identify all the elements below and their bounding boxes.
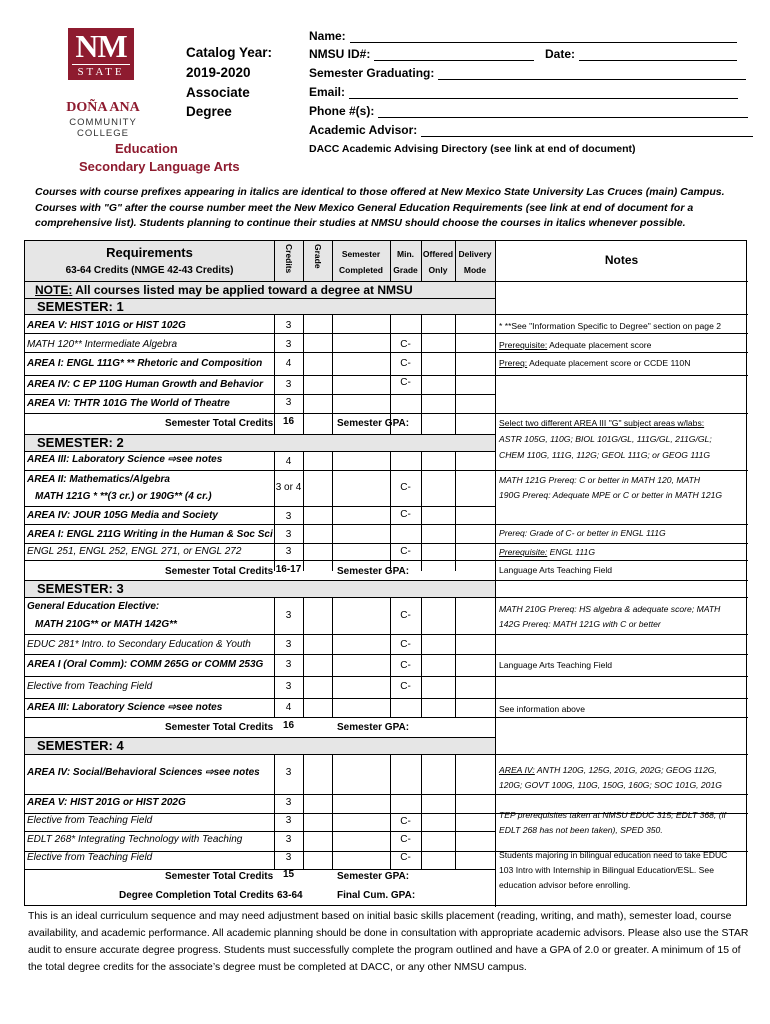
note: MATH 121G Prereq: C or better in MATH 120, MATH [499,475,701,485]
note: Select two different AREA III "G" subject areas w/labs: [499,418,705,428]
semester-graduating-field[interactable]: Semester Graduating: [309,66,746,80]
min-grade-cell: C- [400,852,411,863]
course-row: Elective from Teaching Field [27,681,153,692]
note: 142G Prereq: MATH 121G with C or better [499,619,661,629]
course-row: AREA VI: THTR 101G The World of Theatre [27,398,230,409]
note-banner: NOTE: All courses listed may be applied toward a degree at NMSU [35,283,413,297]
min-grade-cell: C- [400,509,411,520]
note: EDLT 268 has not been taken), SPED 350. [499,825,663,835]
semester-gpa-label: Semester GPA: [337,418,410,429]
note: Prerequisite: Adequate placement score [499,340,652,350]
credits-cell: 3 [285,610,292,621]
note: Students majoring in bilingual education need to take EDUC [499,850,728,860]
advising-directory-note: DACC Academic Advising Directory (see link at end of document) [309,143,636,155]
program-name: Education [115,141,178,156]
min-column-header: Min. [397,249,414,259]
course-row: AREA I (Oral Comm): COMM 265G or COMM 253G [27,659,264,670]
credits-cell: 3 [285,797,292,808]
nmsu-id-field[interactable]: NMSU ID#: [309,47,534,61]
offered-column-header: Offered [422,249,454,259]
name-field[interactable]: Name: [309,29,737,43]
min-grade-cell: C- [400,358,411,369]
only-column-header: Only [428,265,448,275]
course-row: EDLT 268* Integrating Technology with Teaching [27,834,243,845]
note: 103 Intro with Internship in Bilingual Education/ESL. See [499,865,714,875]
catalog-year: 2019-2020 [186,65,251,80]
min-grade-header: Grade [393,265,418,275]
course-row: AREA IV: Social/Behavioral Sciences ⇨see notes [27,767,260,778]
course-row: AREA V: HIST 101G or HIST 102G [27,320,186,331]
credits-cell: 3 [285,320,292,331]
degree-type: Associate [186,85,250,100]
date-field[interactable]: Date: [545,47,737,61]
note: See information above [499,704,585,714]
degree-total-label: Degree Completion Total Credits [119,890,274,901]
credits-cell: 3 [285,767,292,778]
course-row: Elective from Teaching Field [27,852,153,863]
credits-cell: 4 [285,358,292,369]
logo-nm: NM [75,28,127,64]
semester-column-header: Semester [341,249,381,259]
course-row: General Education Elective: [27,601,160,612]
semester-total-label: Semester Total Credits [165,566,274,577]
credits-cell: 4 [285,702,292,713]
program-emphasis: Secondary Language Arts [79,159,240,174]
requirements-heading: Requirements [106,245,193,260]
course-row: ENGL 251, ENGL 252, ENGL 271, or ENGL 272 [27,546,242,557]
mode-column-header: Mode [463,265,487,275]
note: Language Arts Teaching Field [499,565,613,575]
credits-cell: 3 [285,546,292,557]
degree-total-value: 63-64 [277,890,303,901]
min-grade-cell: C- [400,546,411,557]
email-field[interactable]: Email: [309,85,738,99]
min-grade-cell: C- [400,639,411,650]
logo-divider [72,64,130,65]
note: TEP prerequisites taken at NMSU EDUC 315; EDLT 368, (if [499,810,726,820]
logo-college: COLLEGE [77,128,129,139]
note: MATH 210G Prereq: HS algebra & adequate score; MATH [499,604,721,614]
semester-1-heading: SEMESTER: 1 [37,299,124,314]
min-grade-cell: C- [400,610,411,621]
final-gpa-label: Final Cum. GPA: [337,890,416,901]
nmsu-logo [68,28,134,80]
min-grade-cell: C- [400,816,411,827]
course-row: AREA IV: C EP 110G Human Growth and Behavior [27,379,263,390]
credits-cell: 3 [285,529,292,540]
semester-total-label: Semester Total Credits [165,722,274,733]
note: ASTR 105G, 110G; BIOL 101G/GL, 111G/GL, 211G/GL; [499,434,712,444]
note: Language Arts Teaching Field [499,660,613,670]
min-grade-cell: C- [400,834,411,845]
min-grade-cell: C- [400,660,411,671]
semester-gpa-label: Semester GPA: [337,871,410,882]
course-row: AREA III: Laboratory Science ⇨see notes [27,454,223,465]
course-row: MATH 121G * **(3 cr.) or 190G** (4 cr.) [35,491,212,502]
credits-column-header: Credits [284,244,294,274]
logo-dona-ana: DOÑA ANA [66,100,140,115]
credits-cell: 3 [285,659,292,670]
credits-cell: 3 [285,815,292,826]
semester-gpa-label: Semester GPA: [337,566,410,577]
course-row: AREA V: HIST 201G or HIST 202G [27,797,186,808]
delivery-column-header: Delivery [458,249,492,259]
note: 120G; GOVT 100G, 110G, 150G, 160G; SOC 101G, 201G [499,780,722,790]
semester-total-value: 15 [282,869,295,880]
credits-cell: 3 [285,511,292,522]
note: * **See "Information Specific to Degree" section on page 2 [499,321,722,331]
semester-gpa-label: Semester GPA: [337,722,410,733]
semester-total-value: 16 [282,720,295,731]
course-row: AREA I: ENGL 111G* ** Rhetoric and Composition [27,358,263,369]
course-row: Elective from Teaching Field [27,815,153,826]
credits-cell: 4 [285,456,292,467]
course-row: AREA III: Laboratory Science ⇨see notes [27,702,223,713]
completed-column-header: Completed [339,265,383,275]
note: AREA IV: ANTH 120G, 125G, 201G, 202G; GEOG 112G, [499,765,717,775]
credits-cell: 3 [285,397,292,408]
degree-label: Degree [186,104,232,119]
course-row: AREA IV: JOUR 105G Media and Society [27,510,218,521]
credits-cell: 3 [285,834,292,845]
note: 190G Prereq: Adequate MPE or C or better in MATH 121G [499,490,723,500]
logo-community: COMMUNITY [69,117,137,128]
note: Prerequisite: ENGL 111G [499,547,596,557]
note: education advisor before enrolling. [499,880,631,890]
credits-cell: 3 [285,681,292,692]
semester-total-label: Semester Total Credits [165,418,274,429]
catalog-year-label: Catalog Year: [186,45,273,60]
min-grade-cell: C- [400,339,411,350]
credits-cell: 3 [285,639,292,650]
course-row: MATH 120** Intermediate Algebra [27,339,178,350]
credits-cell: 3 [285,379,292,390]
note: CHEM 110G, 111G, 112G; GEOL 111G; or GEOG 111G [499,450,711,460]
notes-column-header: Notes [604,253,639,267]
semester-total-label: Semester Total Credits [165,871,274,882]
credits-cell: 3 [285,852,292,863]
semester-4-heading: SEMESTER: 4 [37,738,124,753]
course-row: AREA II: Mathematics/Algebra [27,474,170,485]
logo-state: STATE [77,66,125,78]
note: Prereq: Grade of C- or better in ENGL 111G [499,528,666,538]
footer-paragraph: This is an ideal curriculum sequence and may need adjustment based on initial basic skills placement (reading, writing, and math), semester load, course availability, and academic performance. All academic planning should be done in consultation with appropriate academic advisors. Please also use the STAR audit to ensure accurate degree progress. Students must successfully complete the program outlined and have a GPA of 2.0 or greater. A minimum of 15 of the total degree credits for the associate’s degree must be completed at DACC, or any other NMSU campus. [28,911,749,973]
semester-3-heading: SEMESTER: 3 [37,581,124,596]
curriculum-table [24,240,747,906]
credits-cell: 3 [285,339,292,350]
grade-column-header: Grade [313,244,323,269]
semester-total-value: 16 [282,416,295,427]
course-row: MATH 210G** or MATH 142G** [35,619,177,630]
min-grade-cell: C- [400,377,411,388]
min-grade-cell: C- [400,482,411,493]
semester-2-heading: SEMESTER: 2 [37,435,124,450]
academic-advisor-field[interactable]: Academic Advisor: [309,123,753,137]
note: Prereq: Adequate placement score or CCDE 110N [499,358,691,368]
course-row: EDUC 281* Intro. to Secondary Education & Youth [27,639,251,650]
intro-paragraph: Courses with course prefixes appearing in italics are identical to those offered at New Mexico State University Las Cruces (main) Campus. Courses with "G" after the course number meet the New Mexico General Education Requirements (see link at end of document for a comprehensive list). Students planning to continue their studies at NMSU should choose the courses in italics whenever possible. [35,186,725,229]
course-row: AREA I: ENGL 211G Writing in the Human & Soc Sci [27,529,273,540]
semester-total-value: 16-17 [275,564,302,575]
credits-summary: 63-64 Credits (NMGE 42-43 Credits) [65,265,234,276]
min-grade-cell: C- [400,681,411,692]
phone-field[interactable]: Phone #(s): [309,104,748,118]
credits-cell: 3 or 4 [275,482,302,493]
